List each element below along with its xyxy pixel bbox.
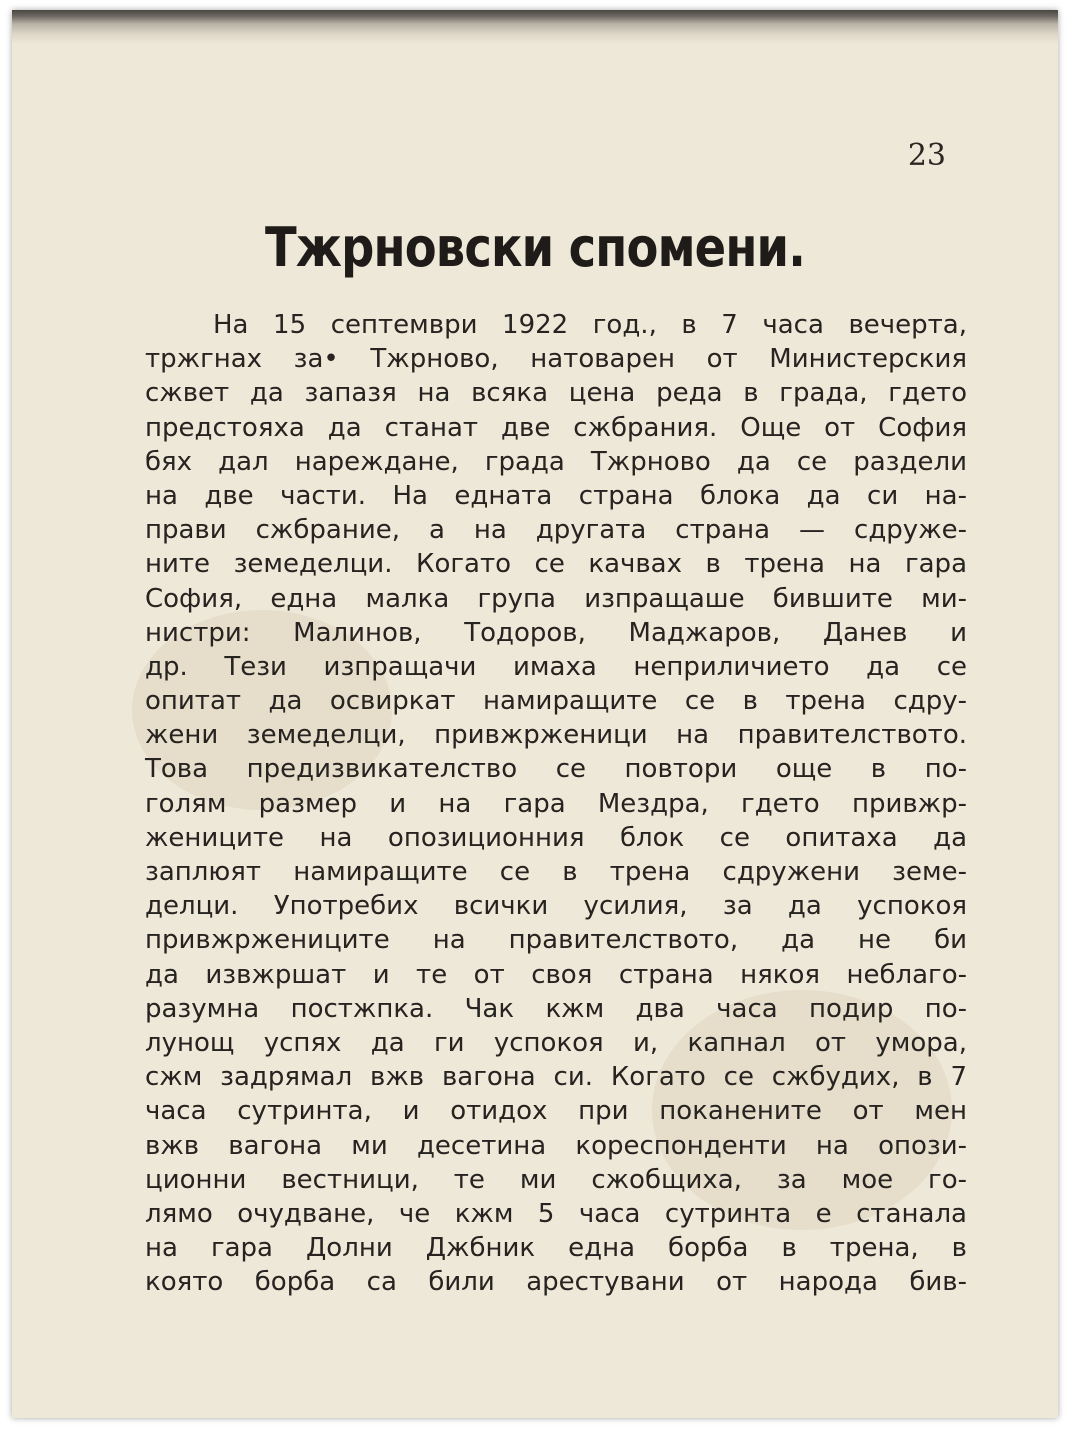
page-number: 23 xyxy=(907,138,946,173)
text-line: на две части. На едната страна блока да си на- xyxy=(145,480,967,511)
text-line: сжм задрямал вжв вагона си. Когато се сжбудих, в 7 xyxy=(145,1062,967,1093)
text-line: лямо очудване, че кжм 5 часа сутринта е станала xyxy=(145,1198,967,1229)
text-line: делци. Употребих всички усилия, за да успокоя xyxy=(145,891,967,922)
text-line: предстояха да станат две сжбрания. Още от София xyxy=(145,412,967,443)
text-line: която борба са били арестувани от народа бив- xyxy=(145,1267,967,1298)
text-line: привжрженицитe на правителството, да не би xyxy=(145,925,967,956)
body-text xyxy=(145,308,967,1299)
text-line: заплюят намиращите се в трена сдружени земе- xyxy=(145,857,967,887)
text-line: опитат да освиркат намиращите се в трена сдру- xyxy=(145,686,967,717)
text-line: ционни вестници, те ми сжобщиха, за мое го- xyxy=(145,1164,967,1195)
text-line: Това предизвикателство се повтори още в по- xyxy=(145,754,967,785)
document-page xyxy=(12,10,1058,1418)
text-line: на гара Долни Джбник една борба в трена, в xyxy=(145,1233,967,1264)
text-line: София, една малка група изпращаше бившите ми- xyxy=(145,583,967,614)
text-line: жениците на опозиционния блок се опитаха да xyxy=(145,822,967,853)
text-line: сжвет да запазя на всяка цена реда в града, гдето xyxy=(145,378,967,409)
text-line: На 15 септември 1922 год., в 7 часа вечерта, xyxy=(213,310,967,340)
text-line: нистри: Малинов, Тодоров, Маджаров, Данев и xyxy=(145,617,967,648)
text-line: бях дал нареждане, града Тжрново да се раздели xyxy=(145,446,967,477)
text-line: вжв вагона ми десетина кореспонденти на опози- xyxy=(145,1130,967,1161)
text-line: прави сжбрание, а на другата страна — сдруже- xyxy=(145,515,967,546)
text-line: тржгнах за• Тжрново, натоварен от Министерския xyxy=(145,344,967,375)
text-line: голям размер и на гара Мездра, гдето привжр- xyxy=(145,788,967,819)
text-line: лунощ успях да ги успокоя и, капнал от умора, xyxy=(145,1027,967,1058)
text-line: др. Тези изпращачи имаха неприличието да се xyxy=(145,651,967,682)
page-top-edge xyxy=(12,10,1058,44)
text-line: да извжршат и те от своя страна някоя неблаго- xyxy=(145,959,967,990)
page-title: Тжрновски спомени. xyxy=(264,216,806,279)
text-line: ните земеделци. Когато се качвах в трена на гара xyxy=(145,549,967,580)
text-line: жени земеделци, привжрженици на правителството. xyxy=(145,720,967,751)
text-line: разумна постжпка. Чак кжм два часа подир по- xyxy=(145,993,967,1024)
text-line: часа сутринта, и отидох при поканените от мен xyxy=(145,1096,967,1127)
